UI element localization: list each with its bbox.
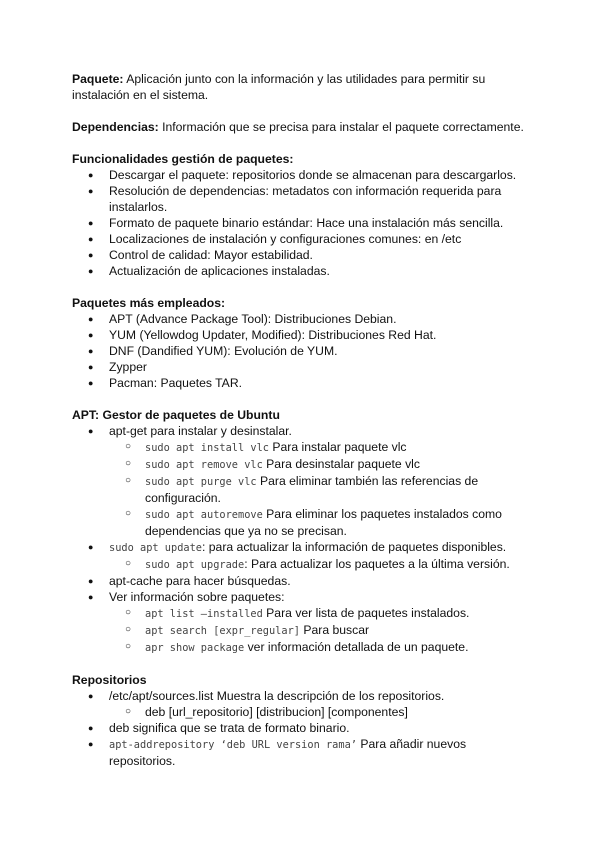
sources-text: /etc/apt/sources.list Muestra la descripción de los repositorios. [109, 689, 445, 703]
list-item: ● Localizaciones de instalación y configuraciones comunes: en /etc [72, 231, 532, 247]
command-desc: Para ver lista de paquetes instalados. [262, 606, 470, 620]
sublist-item [72, 439, 532, 456]
update-sublist [109, 556, 532, 573]
sublist-item [72, 456, 532, 473]
command-desc: Para desinstalar paquete vlc [262, 457, 420, 471]
command-desc: ver información detallada de un paquete. [244, 640, 469, 654]
command-code: apt list –installed [145, 608, 263, 620]
repositorios-list [72, 688, 532, 769]
list-item [72, 688, 532, 720]
list-item: ● YUM (Yellowdog Updater, Modified): Distribuciones Red Hat. [72, 327, 532, 343]
command-code: apt-addrepository ‘deb URL version rama’ [109, 739, 357, 751]
command-desc: Para eliminar los paquetes instalados como dependencias que ya no se precisan. [145, 507, 502, 538]
funcionalidades-list [72, 167, 532, 279]
list-item: ● DNF (Dandified YUM): Evolución de YUM. [72, 343, 532, 359]
list-item: ● Control de calidad: Mayor estabilidad. [72, 247, 532, 263]
sublist-item [72, 506, 532, 539]
command-code: sudo apt autoremove [145, 509, 263, 521]
list-item: ● Formato de paquete binario estándar: Hace una instalación más sencilla. [72, 215, 532, 231]
command-code: apr show package [145, 642, 245, 654]
paquete-label: Paquete: [72, 72, 124, 86]
ver-info-sublist [109, 605, 532, 656]
command-desc: : para actualizar la información de paquetes disponibles. [202, 540, 507, 554]
sublist-item [72, 556, 532, 573]
apt-heading: APT: Gestor de paquetes de Ubuntu [72, 408, 280, 422]
list-item: ● Zypper [72, 359, 532, 375]
paquete-paragraph [72, 71, 532, 103]
list-item: ● Actualización de aplicaciones instaladas. [72, 263, 532, 279]
funcionalidades-heading: Funcionalidades gestión de paquetes: [72, 152, 294, 166]
list-item: ● apt-cache para hacer búsquedas. [72, 573, 532, 589]
command-desc: : Para actualizar los paquetes a la última versión. [244, 557, 510, 571]
sublist-item [72, 622, 532, 639]
command-code: sudo apt purge vlc [145, 476, 257, 488]
paquete-text: Aplicación junto con la información y las utilidades para permitir su instalación en el sistema. [72, 72, 486, 102]
ver-info-text: Ver información sobre paquetes: [109, 590, 285, 604]
list-item: ● APT (Advance Package Tool): Distribuciones Debian. [72, 311, 532, 327]
command-code: sudo apt upgrade [145, 559, 245, 571]
sources-sublist [109, 704, 532, 720]
paquetes-empleados-list [72, 311, 532, 391]
command-desc: Para eliminar también las referencias de configuración. [145, 474, 479, 505]
list-item [72, 736, 532, 769]
list-item: ● Pacman: Paquetes TAR. [72, 375, 532, 391]
apt-get-sublist [109, 439, 532, 539]
dependencias-label: Dependencias: [72, 120, 159, 134]
repositorios-heading: Repositorios [72, 673, 147, 687]
sublist-item [72, 639, 532, 656]
list-item: ● Descargar el paquete: repositorios donde se almacenan para descargarlos. [72, 167, 532, 183]
dependencias-paragraph [72, 119, 532, 135]
sublist-item [72, 605, 532, 622]
command-desc: Para buscar [299, 623, 370, 637]
list-item: ● Resolución de dependencias: metadatos con información requerida para instalarlos. [72, 183, 532, 215]
command-code: sudo apt update [109, 542, 202, 554]
command-desc: Para añadir nuevos repositorios. [109, 737, 467, 768]
apt-list [72, 423, 532, 656]
list-item [72, 589, 532, 656]
list-item [72, 539, 532, 573]
command-code: apt search [expr_regular] [145, 625, 300, 637]
apt-get-text: apt-get para instalar y desinstalar. [109, 424, 292, 438]
paquetes-empleados-heading: Paquetes más empleados: [72, 296, 226, 310]
command-code: sudo apt install vlc [145, 442, 269, 454]
command-desc: Para instalar paquete vlc [269, 440, 407, 454]
command-code: sudo apt remove vlc [145, 459, 263, 471]
sublist-item [72, 473, 532, 506]
list-item: ● deb significa que se trata de formato binario. [72, 720, 532, 736]
dependencias-text: Información que se precisa para instalar el paquete correctamente. [158, 120, 524, 134]
list-item [72, 423, 532, 539]
document-page [72, 71, 532, 769]
sublist-item: ○ deb [url_repositorio] [distribucion] [componentes] [72, 704, 532, 720]
